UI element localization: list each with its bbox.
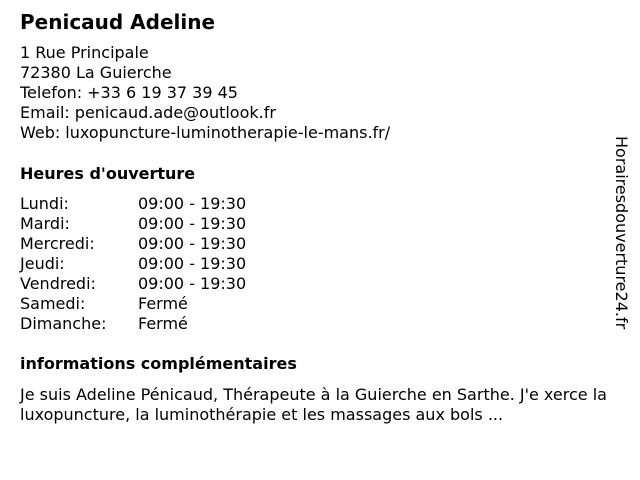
day-label: Dimanche:	[20, 314, 107, 333]
day-label: Samedi:	[20, 294, 86, 313]
hours-row-saturday	[20, 294, 246, 314]
hours-row-thursday	[20, 254, 246, 274]
day-hours: 09:00 - 19:30	[138, 274, 247, 293]
day-label: Mercredi:	[20, 234, 95, 253]
day-label: Jeudi:	[20, 254, 65, 273]
web-line	[20, 123, 390, 143]
phone-label: Telefon:	[20, 83, 83, 102]
phone-line	[20, 83, 390, 103]
hours-row-sunday	[20, 314, 246, 334]
hours-row-monday	[20, 194, 246, 214]
email-line	[20, 103, 390, 123]
additional-info-heading: informations complémentaires	[20, 354, 297, 373]
opening-hours-table	[20, 194, 246, 334]
phone-number[interactable]: +33 6 19 37 39 45	[87, 83, 238, 102]
day-hours: 09:00 - 19:30	[138, 214, 247, 233]
day-label: Vendredi:	[20, 274, 96, 293]
email-label: Email:	[20, 103, 70, 122]
hours-row-friday	[20, 274, 246, 294]
business-name: Penicaud Adeline	[20, 10, 216, 34]
day-label: Mardi:	[20, 214, 70, 233]
day-hours: Fermé	[138, 294, 188, 313]
web-label: Web:	[20, 123, 61, 142]
email-address[interactable]: penicaud.ade@outlook.fr	[74, 103, 276, 122]
website-link[interactable]: luxopuncture-luminotherapie-le-mans.fr/	[65, 123, 391, 142]
day-hours: 09:00 - 19:30	[138, 194, 247, 213]
opening-hours-heading: Heures d'ouverture	[20, 164, 196, 183]
day-label: Lundi:	[20, 194, 69, 213]
day-hours: 09:00 - 19:30	[138, 234, 247, 253]
day-hours: Fermé	[138, 314, 188, 333]
additional-info-text: Je suis Adeline Pénicaud, Thérapeute à la Guierche en Sarthe. J'e xerce la luxopuncture, la luminothérapie et les massages aux bols ...	[20, 385, 607, 424]
contact-block	[20, 43, 390, 143]
day-hours: 09:00 - 19:30	[138, 254, 247, 273]
hours-row-wednesday	[20, 234, 246, 254]
city-address: 72380 La Guierche	[20, 63, 172, 82]
hours-row-tuesday	[20, 214, 246, 234]
site-watermark: Horairesdouverture24.fr	[612, 136, 631, 330]
street-address: 1 Rue Principale	[20, 43, 149, 62]
